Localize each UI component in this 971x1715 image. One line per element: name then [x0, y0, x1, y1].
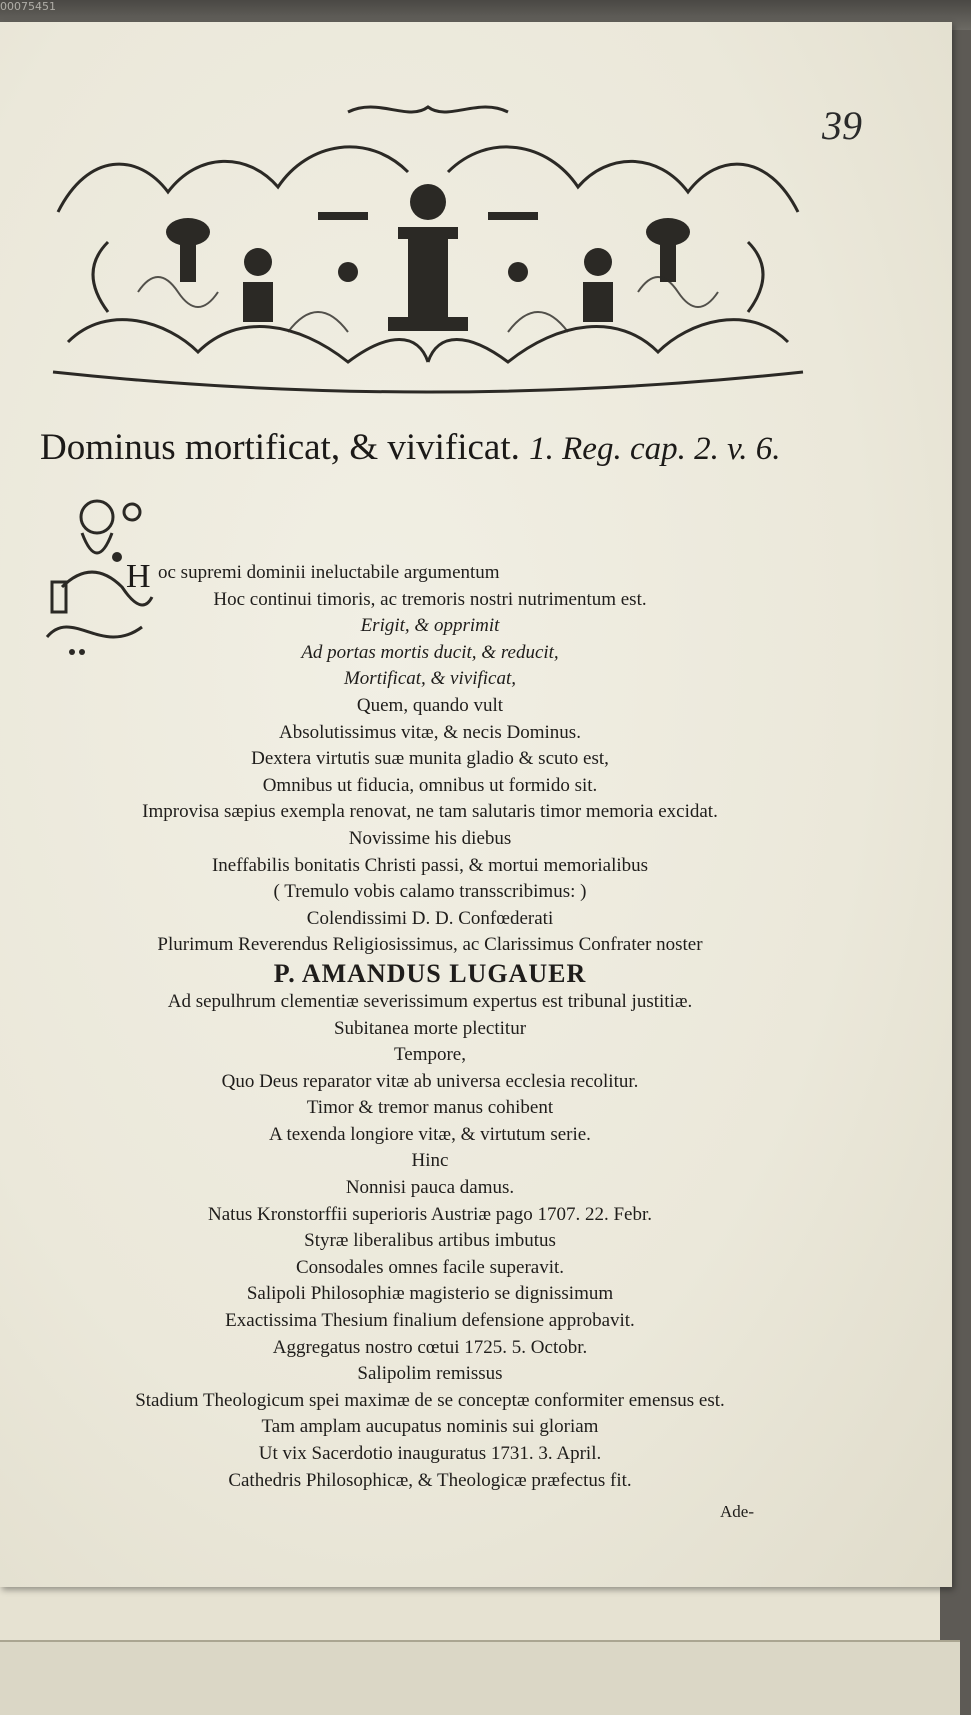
page-title	[40, 426, 940, 469]
text-line: Quem, quando vult	[356, 694, 504, 716]
text-line: Novissime his diebus	[348, 827, 512, 849]
text-line: Hinc	[411, 1150, 449, 1172]
text-line: Ineffabilis bonitatis Christi passi, & mortui memorialibus	[211, 854, 649, 876]
text-line: Cathedris Philosophicæ, & Theologicæ præfectus fit.	[228, 1469, 632, 1491]
text-line: Timor & tremor manus cohibent	[306, 1097, 554, 1119]
text-line: Hoc continui timoris, ac tremoris nostri nutrimentum est.	[213, 588, 647, 610]
text-line: Consodales omnes facile superavit.	[295, 1256, 565, 1278]
scan-id-label: 00075451	[0, 0, 56, 13]
body-text	[60, 560, 800, 1494]
text-line: oc supremi dominii ineluctabile argumentum	[158, 562, 500, 583]
text-line: Stadium Theologicum spei maximæ de se conceptæ conformiter emensus est.	[135, 1389, 725, 1411]
ornamental-headpiece	[48, 92, 808, 402]
title-text: Dominus mortificat, & vivificat.	[40, 427, 520, 468]
text-line: ( Tremulo vobis calamo transscribimus: )	[273, 881, 587, 903]
catchword: Ade-	[720, 1502, 754, 1521]
text-line: Improvisa sæpius exempla renovat, ne tam salutaris timor memoria excidat.	[142, 801, 718, 823]
drop-cap-letter: H	[126, 558, 151, 595]
text-line: Salipoli Philosophiæ magisterio se dignissimum	[246, 1283, 614, 1305]
text-line: A texenda longiore vitæ, & virtutum serie.	[269, 1123, 591, 1145]
text-line: Ut vix Sacerdotio inauguratus 1731. 3. April.	[258, 1443, 602, 1464]
text-line: Tam amplam aucupatus nominis sui gloriam	[261, 1416, 599, 1438]
text-line: Aggregatus nostro cœtui 1725. 5. Octobr.	[272, 1336, 588, 1358]
text-line: Omnibus ut fiducia, omnibus ut formido sit.	[262, 774, 598, 796]
text-line: Subitanea morte plectitur	[333, 1017, 527, 1039]
text-line: Quo Deus reparator vitæ ab universa ecclesia recolitur.	[221, 1070, 639, 1092]
text-line: Exactissima Thesium finalium defensione approbavit.	[225, 1310, 635, 1332]
text-line: Ad sepulhrum clementiæ severissimum expertus est tribunal justitiæ.	[167, 990, 693, 1012]
text-line: Nonnisi pauca damus.	[345, 1177, 515, 1199]
text-line: Tempore,	[393, 1044, 466, 1066]
document-page	[0, 22, 952, 1587]
scripture-citation: 1. Reg. cap. 2. v. 6.	[529, 431, 781, 467]
text-line: Absolutissimus vitæ, & necis Dominus.	[279, 721, 581, 743]
text-line: Salipolim remissus	[357, 1363, 503, 1385]
text-line: P. AMANDUS LUGAUER	[273, 958, 587, 988]
text-line: Mortificat, & vivificat,	[343, 668, 517, 690]
text-line: Plurimum Reverendus Religiosissimus, ac Clarissimus Confrater noster	[157, 934, 703, 956]
folio-number: 39	[822, 103, 862, 148]
text-line: Erigit, & opprimit	[360, 615, 500, 637]
text-line: Styræ liberalibus artibus imbutus	[304, 1230, 556, 1252]
underlying-leaf-bottom	[0, 1640, 960, 1715]
text-line: Dextera virtutis suæ munita gladio & scuto est,	[251, 748, 609, 770]
text-line: Colendissimi D. D. Confœderati	[306, 907, 554, 929]
text-line: Ad portas mortis ducit, & reducit,	[301, 641, 559, 663]
text-line: Natus Kronstorffii superioris Austriæ pago 1707. 22. Febr.	[207, 1203, 652, 1225]
